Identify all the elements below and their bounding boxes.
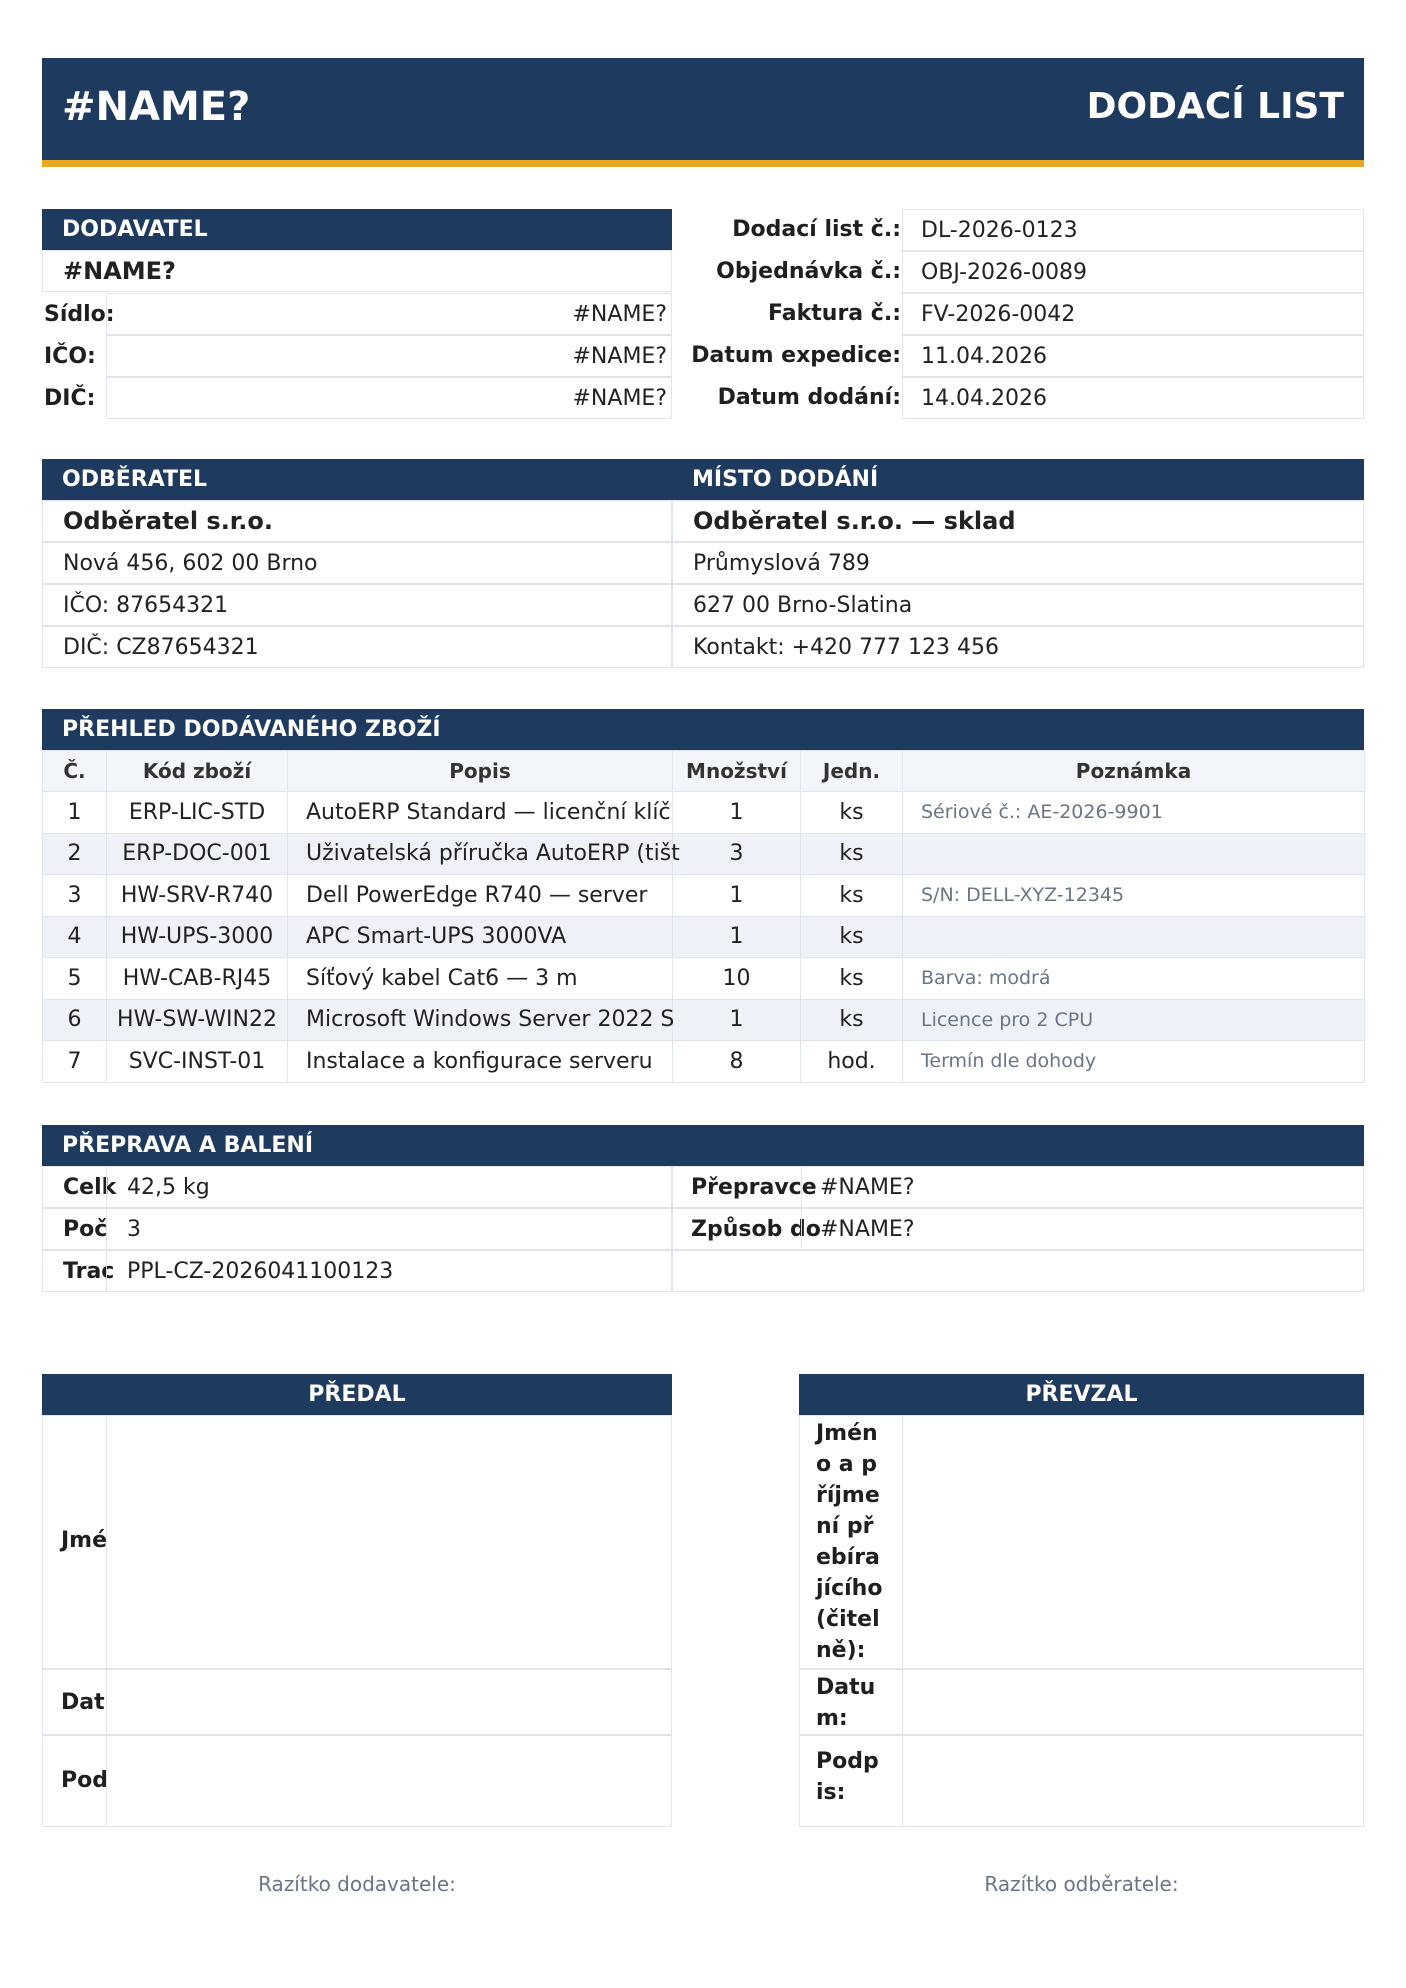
transport-weight-value: 42,5 kg: [106, 1166, 672, 1208]
cell-code: HW-CAB-RJ45: [107, 958, 288, 1000]
receipt-name-label: Jméno a příjmení přebírajícího (čitelně):: [799, 1415, 903, 1669]
cell-note: S/N: DELL-XYZ-12345: [903, 875, 1365, 917]
transport-method-label: Způsob do: [672, 1208, 802, 1250]
cell-code: HW-SRV-R740: [107, 875, 288, 917]
cell-description: Uživatelská příručka AutoERP (tišt: [288, 833, 673, 875]
col-description: Popis: [288, 751, 673, 792]
meta-value-delivery-date: 14.04.2026: [902, 377, 1364, 419]
cell-description: Dell PowerEdge R740 — server: [288, 875, 673, 917]
table-row: [43, 916, 1365, 958]
supplier-dic-value: #NAME?: [106, 377, 672, 419]
supplier-label-ico: IČO:: [44, 344, 96, 369]
cell-note: Sériové č.: AE-2026-9901: [903, 792, 1365, 834]
delivery-place-heading: MÍSTO DODÁNÍ: [672, 459, 1364, 500]
transport-tracking-label: Trac: [42, 1250, 107, 1292]
cell-note: [903, 916, 1365, 958]
cell-number: 4: [43, 916, 107, 958]
cell-code: HW-UPS-3000: [107, 916, 288, 958]
table-row: [43, 958, 1365, 1000]
supplier-label-dic: DIČ:: [44, 386, 96, 411]
customer-dic: DIČ: CZ87654321: [42, 626, 672, 668]
cell-number: 2: [43, 833, 107, 875]
transport-empty-cell: [672, 1250, 1364, 1292]
supplier-stamp-label: Razítko dodavatele:: [258, 1872, 456, 1896]
handover-date-field[interactable]: [106, 1669, 672, 1735]
items-table: [42, 750, 1365, 1083]
items-body: [43, 792, 1365, 1083]
cell-quantity: 1: [673, 999, 801, 1041]
receipt-heading: PŘEVZAL: [799, 1374, 1364, 1415]
meta-value-ship-date: 11.04.2026: [902, 335, 1364, 377]
cell-quantity: 8: [673, 1041, 801, 1083]
cell-quantity: 10: [673, 958, 801, 1000]
handover-signature-label: Pod: [42, 1735, 107, 1827]
col-note: Poznámka: [903, 751, 1365, 792]
cell-number: 6: [43, 999, 107, 1041]
transport-heading: PŘEPRAVA A BALENÍ: [42, 1125, 1364, 1166]
meta-label-ship-date: Datum expedice:: [691, 343, 901, 368]
cell-note: Termín dle dohody: [903, 1041, 1365, 1083]
meta-value-dl: DL-2026-0123: [902, 209, 1364, 251]
transport-carrier-value: #NAME?: [801, 1166, 1364, 1208]
meta-value-invoice: FV-2026-0042: [902, 293, 1364, 335]
cell-quantity: 1: [673, 916, 801, 958]
table-row: [43, 999, 1365, 1041]
handover-heading: PŘEDAL: [42, 1374, 672, 1415]
cell-quantity: 1: [673, 792, 801, 834]
receipt-signature-field[interactable]: [902, 1735, 1364, 1827]
cell-code: SVC-INST-01: [107, 1041, 288, 1083]
cell-quantity: 1: [673, 875, 801, 917]
items-heading: PŘEHLED DODÁVANÉHO ZBOŽÍ: [42, 709, 1364, 750]
cell-note: [903, 833, 1365, 875]
supplier-ico-value: #NAME?: [106, 335, 672, 377]
supplier-heading: DODAVATEL: [42, 209, 672, 250]
delivery-place-name: Odběratel s.r.o. — sklad: [672, 500, 1364, 542]
cell-unit: ks: [801, 916, 903, 958]
cell-unit: hod.: [801, 1041, 903, 1083]
receipt-signature-label: Podpis:: [799, 1735, 903, 1827]
cell-number: 1: [43, 792, 107, 834]
transport-packages-label: Poč: [42, 1208, 107, 1250]
receipt-date-field[interactable]: [902, 1669, 1364, 1735]
company-name: #NAME?: [62, 84, 251, 130]
supplier-name: #NAME?: [42, 250, 672, 292]
receipt-date-label: Datum:: [799, 1669, 903, 1735]
customer-heading: ODBĚRATEL: [42, 459, 672, 500]
transport-packages-value: 3: [106, 1208, 672, 1250]
cell-quantity: 3: [673, 833, 801, 875]
meta-label-delivery-date: Datum dodání:: [717, 385, 901, 410]
cell-number: 3: [43, 875, 107, 917]
customer-ico: IČO: 87654321: [42, 584, 672, 626]
cell-description: Microsoft Windows Server 2022 S: [288, 999, 673, 1041]
customer-stamp-label: Razítko odběratele:: [984, 1872, 1179, 1896]
delivery-place-contact: Kontakt: +420 777 123 456: [672, 626, 1364, 668]
cell-code: ERP-LIC-STD: [107, 792, 288, 834]
cell-description: APC Smart-UPS 3000VA: [288, 916, 673, 958]
supplier-label-seat: Sídlo:: [44, 302, 115, 327]
cell-unit: ks: [801, 833, 903, 875]
table-row: [43, 833, 1365, 875]
cell-unit: ks: [801, 875, 903, 917]
col-unit: Jedn.: [801, 751, 903, 792]
cell-code: HW-SW-WIN22: [107, 999, 288, 1041]
transport-tracking-value: PPL-CZ-2026041100123: [106, 1250, 672, 1292]
receipt-name-field[interactable]: [902, 1415, 1364, 1669]
cell-description: AutoERP Standard — licenční klíč: [288, 792, 673, 834]
delivery-place-street: Průmyslová 789: [672, 542, 1364, 584]
document-title: DODACÍ LIST: [1086, 86, 1344, 127]
transport-carrier-label: Přepravce: [672, 1166, 802, 1208]
col-number: Č.: [43, 751, 107, 792]
handover-date-label: Dat: [42, 1669, 107, 1735]
col-code: Kód zboží: [107, 751, 288, 792]
transport-method-value: #NAME?: [801, 1208, 1364, 1250]
customer-name: Odběratel s.r.o.: [42, 500, 672, 542]
cell-unit: ks: [801, 958, 903, 1000]
handover-name-field[interactable]: [106, 1415, 672, 1669]
delivery-place-city: 627 00 Brno-Slatina: [672, 584, 1364, 626]
meta-value-order: OBJ-2026-0089: [902, 251, 1364, 293]
meta-label-order: Objednávka č.:: [716, 259, 901, 284]
meta-label-invoice: Faktura č.:: [768, 301, 901, 326]
header-bar: [42, 58, 1364, 160]
cell-description: Instalace a konfigurace serveru: [288, 1041, 673, 1083]
items-header-row: [43, 751, 1365, 792]
table-row: [43, 875, 1365, 917]
cell-code: ERP-DOC-001: [107, 833, 288, 875]
transport-weight-label: Celk: [42, 1166, 107, 1208]
cell-note: Licence pro 2 CPU: [903, 999, 1365, 1041]
cell-unit: ks: [801, 999, 903, 1041]
supplier-seat-value: #NAME?: [106, 293, 672, 335]
handover-name-label: Jmé: [42, 1415, 107, 1669]
header-accent-line: [42, 160, 1364, 167]
cell-description: Síťový kabel Cat6 — 3 m: [288, 958, 673, 1000]
customer-address: Nová 456, 602 00 Brno: [42, 542, 672, 584]
table-row: [43, 1041, 1365, 1083]
cell-number: 5: [43, 958, 107, 1000]
handover-signature-field[interactable]: [106, 1735, 672, 1827]
cell-note: Barva: modrá: [903, 958, 1365, 1000]
col-quantity: Množství: [673, 751, 801, 792]
cell-unit: ks: [801, 792, 903, 834]
meta-label-dl: Dodací list č.:: [732, 217, 901, 242]
cell-number: 7: [43, 1041, 107, 1083]
table-row: [43, 792, 1365, 834]
